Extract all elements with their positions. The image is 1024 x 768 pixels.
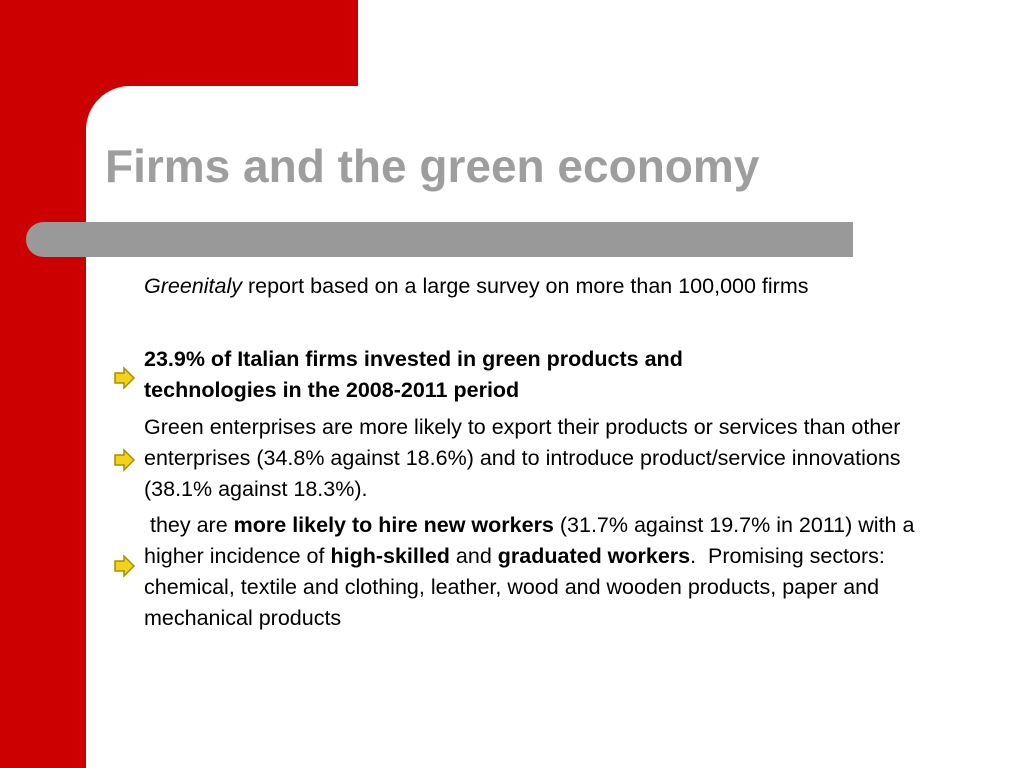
intro-italic: Greenitaly [144, 274, 242, 298]
arrow-right-icon [112, 554, 136, 578]
bullet-3-part1: they are [144, 513, 234, 537]
bullet-3-part2: (31.7% against 19.7% in 2011) with a higher incidence of [144, 513, 915, 568]
arrow-right-icon [112, 366, 136, 390]
bullet-2: Green enterprises are more likely to export their products or services than other enterprises (34.8% against 18.6%) and to introduce product/service innovations (38.1% against 18.3%). [144, 415, 901, 501]
bullet-3-part4: . Promising sectors: chemical, textile and clothing, leather, wood and wooden products, paper and mechanical products [144, 544, 891, 630]
bullet-1-line2: technologies in the 2008-2011 period [144, 378, 520, 402]
bullet-3-bold2: high-skilled [330, 544, 450, 568]
bullet-3-part3: and [449, 544, 498, 568]
bullet-3 [144, 510, 944, 634]
title-underline-bar [26, 222, 853, 257]
bullet-3-bold1: more likely to hire new workers [233, 513, 554, 537]
bullet-1 [144, 344, 944, 406]
slide-title: Firms and the green economy [105, 140, 760, 192]
red-side-stripe [0, 0, 86, 768]
bullet-3-bold3: graduated workers [497, 544, 691, 568]
arrow-right-icon [112, 448, 136, 472]
intro-text [144, 271, 944, 302]
bullet-1-line1: 23.9% of Italian firms invested in green products and [144, 347, 683, 371]
intro-rest: report based on a large survey on more than 100,000 firms [242, 274, 809, 298]
